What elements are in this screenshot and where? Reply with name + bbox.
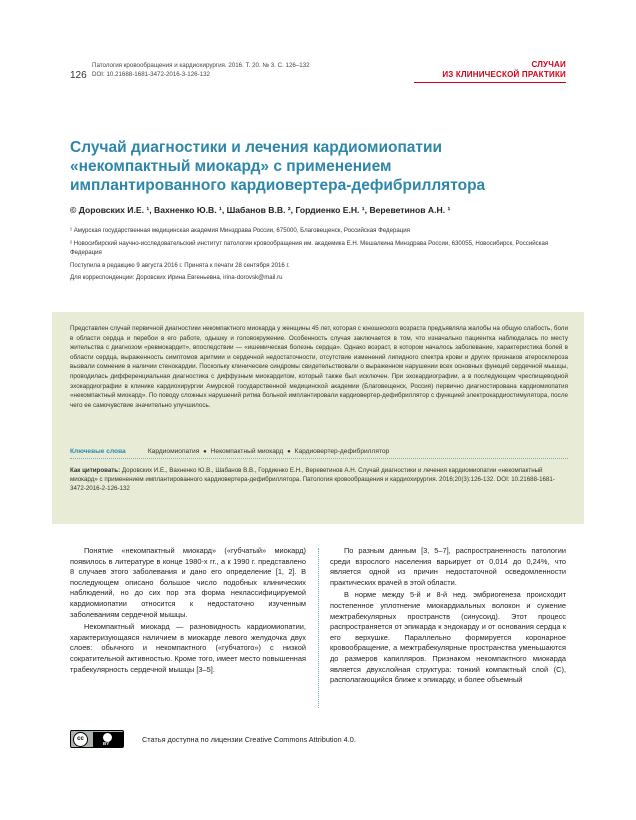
license-footer bbox=[70, 730, 566, 750]
body-paragraph: Некомпактный миокард — разновидность кардиомиопатии, характеризующаяся наличием в миокарде левого желудочка двух слоев: обычного и некомпактного («губчатого») с низкой сократительной активностью. Кроме того, имеет место повышенная трабекулярность сердечной мышцы [3–5]. bbox=[70, 622, 306, 674]
journal-info bbox=[92, 62, 310, 79]
section-divider bbox=[414, 82, 566, 83]
journal-doi-line: DOI: 10.21688-1681-3472-2016-3-126-132 bbox=[92, 70, 210, 78]
column-divider bbox=[318, 548, 319, 708]
keywords-row bbox=[70, 448, 568, 455]
body-paragraph: Понятие «некомпактный миокард» («губчатый» миокард) появилось в литературе в конце 1980-х гг., а к 1990 г. представлено 8 случаев этого заболевания и дано его определение [1, 2]. В последующем описано большое число подобных клинических наблюдений, но до сих пор эта форма неклассифицируемой кардиомиопатии относится к недостаточно изученным заболеваниям сердечной мышцы. bbox=[70, 546, 306, 619]
keyword-separator-icon: ● bbox=[203, 449, 207, 455]
keywords-divider bbox=[70, 458, 568, 459]
page-number: 126 bbox=[70, 70, 87, 81]
article-title: Случай диагностики и лечения кардиомиопатии «некомпактный миокард» с применением имплантированного кардиовертера-дефибриллятора bbox=[70, 139, 486, 194]
keyword: Некомпактный миокард bbox=[210, 448, 284, 455]
keyword: Кардиовертер-дефибриллятор bbox=[294, 448, 390, 455]
affiliation-1: ¹ Амурская государственная медицинская академия Минздрава России, 675000, Благовещенск, Российская Федерация bbox=[70, 227, 410, 234]
correspondence: Для корреспонденции: Доровских Ирина Евгеньевна, irina-dorovsk@mail.ru bbox=[70, 274, 283, 281]
section-tag-line1: СЛУЧАИ bbox=[531, 60, 566, 69]
affiliations bbox=[70, 226, 566, 286]
section-tag bbox=[442, 60, 566, 79]
license-text: Статья доступна по лицензии Creative Commons Attribution 4.0. bbox=[142, 735, 356, 744]
by-icon bbox=[93, 732, 123, 747]
journal-citation-line: Патология кровообращения и кардиохирургия. 2016. Т. 20. № 3. С. 126–132 bbox=[92, 62, 310, 69]
keyword-separator-icon: ● bbox=[287, 449, 291, 455]
received-dates: Поступила в редакцию 9 августа 2016 г. Принята к печати 28 сентября 2016 г. bbox=[70, 261, 290, 269]
body-paragraph: По разным данным [3, 5–7], распространенность патологии среди взрослого населения варьирует от 0,014 до 0,24%, что является одной из причин недостаточной осведомленности практических врачей в этой области. bbox=[330, 546, 566, 587]
citation-block bbox=[70, 466, 568, 493]
author-list: © Доровских И.Е. ¹, Вахненко Ю.В. ¹, Шабанов В.В. ², Гордиенко Е.Н. ¹, Вереветинов А.Н. ¹ bbox=[70, 205, 451, 215]
citation-text: Доровских И.Е., Вахненко Ю.В., Шабанов В.В., Гордиенко Е.Н., Вереветинов А.Н. Случай диагностики и лечения кардиомиопатии «некомпактный миокард» с применением имплантированного кардиовертера-дефибриллятора. Патология кровообращения и кардиохирургия. 2016;20(3):126-132. DOI: 10.21688-1681-3472-2016-2-126-132 bbox=[70, 467, 555, 492]
cc-by-license-icon[interactable] bbox=[70, 730, 124, 748]
citation-label: Как цитировать: bbox=[70, 467, 121, 474]
keyword: Кардиомиопатия bbox=[147, 448, 200, 455]
body-column-left bbox=[70, 546, 306, 677]
by-label: BY bbox=[103, 741, 110, 746]
keywords-label: Ключевые слова bbox=[70, 448, 126, 455]
body-paragraph: В норме между 5-й и 8-й нед. эмбриогенеза происходит постепенное уплотнение миокардиальных волокон и сужение межтрабекулярных пространств (синусоид). Этот процесс распространяется от эпикарда к эндокарду и от основания сердца к его верхушке. Параллельно формируется коронарное кровообращение, а межтрабекулярные пространства уменьшаются до размеров капилляров. Признаком некомпактного миокарда является двухслойная структура: тонкий компактный слой (С), располагающийся ближе к эпикарду, и более объемный bbox=[330, 590, 566, 685]
page-header bbox=[70, 60, 566, 86]
cc-icon: cc bbox=[73, 732, 88, 747]
affiliation-2: ² Новосибирский научно-исследовательский институт патологии кровообращения им. академика Е.Н. Мешалкина Минздрава России, 630055, Новосибирск, Российская Федерация bbox=[70, 239, 549, 256]
abstract-text: Представлен случай первичной диагностики некомпактного миокарда у женщины 45 лет, которая с юношеского возраста предъявляла жалобы на общую слабость, боли в области сердца и перебои в его работе, одышку и головокружение. Особенность случая заключается в том, что изначально пациентка наблюдалась по месту жительства с диагнозом «ревмокардит», впоследствии — «ишемическая болезнь сердца». Однако возраст, в котором началось заболевание, характеристика болей в области сердца, выраженность симптомов аритмии и сердечной недостаточности, отсутствие изменений липидного спектра крови и других признаков атеросклероза вызвали сомнение в наличии стенокардии. Поскольку клинические синдромы свидетельствовали о выраженном нарушении всех основных функций сердечной мышцы, проводилась дифференциальная диагностика с диффузным миокардитом, который также был исключен. При эхокардиографии, а в последующем чреспищеводной эхокардиографии в клинике кардиохирургии Амурской государственной медицинской академии (Благовещенск, Россия) первично диагностирована кардиомиопатия «некомпактный миокард». По поводу сложных нарушений ритма больной имплантировали кардиовертер-дефибриллятор с функцией электрокардиостимулятора, после чего ее самочувствие значительно улучшилось. bbox=[70, 325, 568, 409]
body-column-right bbox=[330, 546, 566, 688]
section-tag-line2: ИЗ КЛИНИЧЕСКОЙ ПРАКТИКИ bbox=[442, 69, 566, 79]
